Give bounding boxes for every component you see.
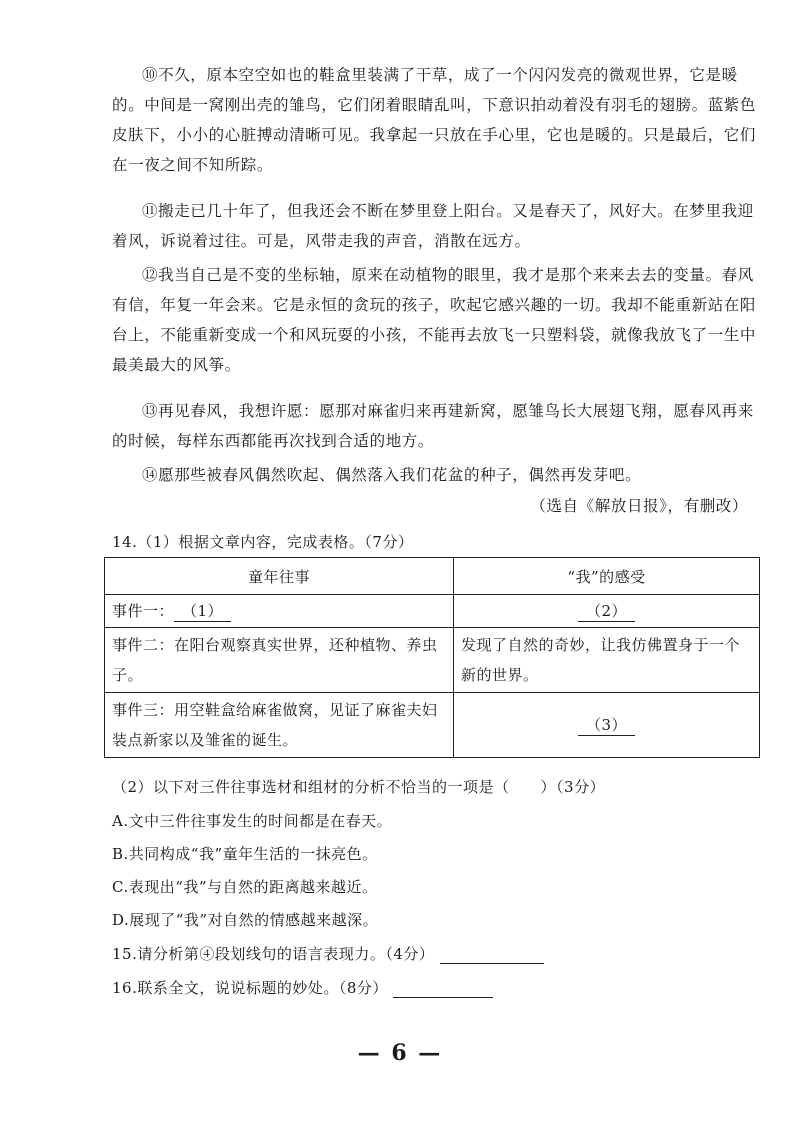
question-15 <box>112 943 544 964</box>
question-16-text: 16.联系全文，说说标题的妙处。（8分） <box>112 979 388 997</box>
feeling-2-cell: 发现了自然的奇妙，让我仿佛置身于一个新的世界。 <box>454 628 760 693</box>
question-14-part-2: （2）以下对三件往事选材和组材的分析不恰当的一项是（ ）（3分） <box>112 778 606 796</box>
answer-line-16[interactable] <box>393 981 493 998</box>
answer-blank-1[interactable]: （1） <box>174 601 231 622</box>
event-2-cell: 事件二：在阳台观察真实世界，还种植物、养虫子。 <box>105 628 454 693</box>
page-number: — 6 — <box>357 1040 443 1066</box>
header-my-feelings: “我”的感受 <box>454 558 760 595</box>
answer-line-15[interactable] <box>440 947 544 964</box>
table-row <box>105 693 760 758</box>
event-3-cell: 事件三：用空鞋盒给麻雀做窝，见证了麻雀夫妇装点新家以及雏雀的诞生。 <box>105 693 454 758</box>
option-a: A.文中三件往事发生的时间都是在春天。 <box>112 812 393 830</box>
paragraph-13: ⑬再见春风，我想许愿：愿那对麻雀归来再建新窝，愿雏鸟长大展翅飞翔，愿春风再来的时候，每样东西都能再次找到合适的地方。 <box>112 402 754 450</box>
table-row <box>105 595 760 628</box>
option-b: B.共同构成“我”童年生活的一抹亮色。 <box>112 845 378 863</box>
option-d: D.展现了“我”对自然的情感越来越深。 <box>112 911 379 929</box>
paragraph-12: ⑫我当自己是不变的坐标轴，原来在动植物的眼里，我才是那个来来去去的变量。春风有信，年复一年会来。它是永恒的贪玩的孩子，吹起它感兴趣的一切。我却不能重新站在阳台上，不能重新变成一个和风玩耍的小孩，不能再去放飞一只塑料袋，就像我放飞了一生中最美最大的风筝。 <box>112 266 757 374</box>
option-c: C.表现出“我”与自然的距离越来越近。 <box>112 878 378 896</box>
question-16 <box>112 977 493 998</box>
answer-blank-2[interactable]: （2） <box>578 601 635 622</box>
paragraph-10: ⑩不久，原本空空如也的鞋盒里装满了干草，成了一个闪闪发亮的微观世界，它是暖的。中间是一窝刚出壳的雏鸟，它们闭着眼睛乱叫，下意识拍动着没有羽毛的翅膀。蓝紫色皮肤下，小小的心脏搏动清晰可见。我拿起一只放在手心里，它也是暖的。只是最后，它们在一夜之间不知所踪。 <box>112 66 757 174</box>
events-table <box>104 557 760 758</box>
table-header-row <box>105 558 760 595</box>
header-childhood-events: 童年往事 <box>105 558 454 595</box>
feeling-1-cell <box>454 595 760 628</box>
paragraph-14: ⑭愿那些被春风偶然吹起、偶然落入我们花盆的种子，偶然再发芽吧。 <box>142 466 642 484</box>
question-15-text: 15.请分析第④段划线句的语言表现力。（4分） <box>112 945 435 963</box>
answer-blank-3[interactable]: （3） <box>578 715 635 736</box>
question-14-title: 14.（1）根据文章内容，完成表格。（7分） <box>112 533 414 551</box>
paragraph-11: ⑪搬走已几十年了，但我还会不断在梦里登上阳台。又是春天了，风好大。在梦里我迎着风，诉说着过往。可是，风带走我的声音，消散在远方。 <box>112 202 754 250</box>
table-row <box>105 628 760 693</box>
feeling-3-cell <box>454 693 760 758</box>
event-1-prefix: 事件一： <box>112 602 175 620</box>
event-1-cell <box>105 595 454 628</box>
source-citation: （选自《解放日报》，有删改） <box>530 497 748 515</box>
